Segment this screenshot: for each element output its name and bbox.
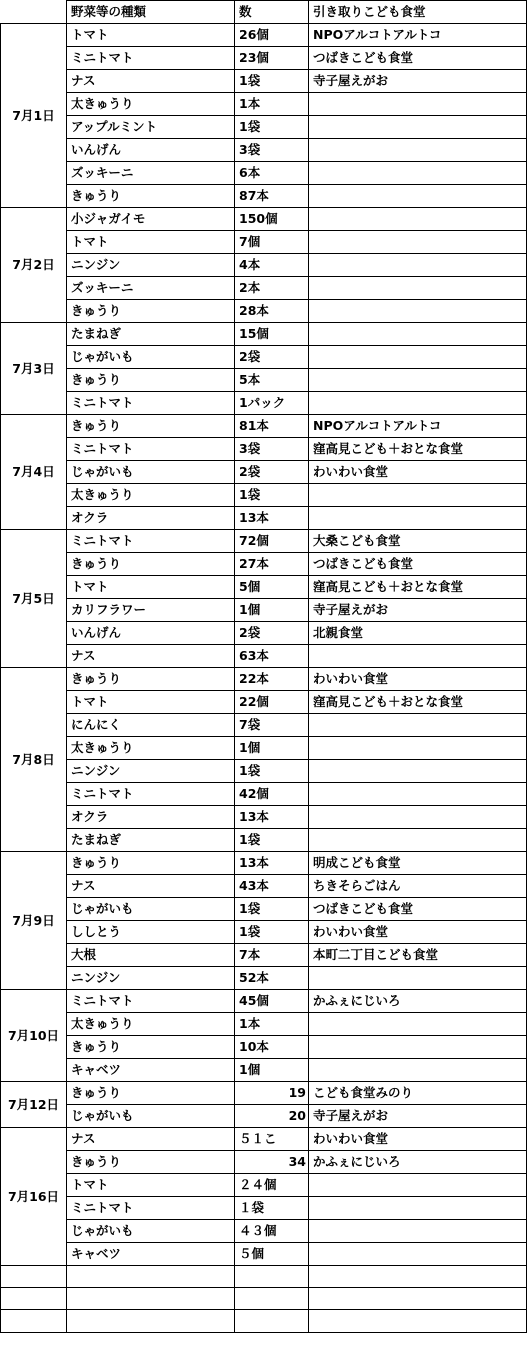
- recipient-cell[interactable]: わいわい食堂: [309, 921, 527, 944]
- table-row: [1, 47, 527, 70]
- table-row: [1, 1197, 527, 1220]
- vegetable-cell[interactable]: ミニトマト: [67, 47, 235, 70]
- vegetable-cell[interactable]: ズッキーニ: [67, 277, 235, 300]
- quantity-cell[interactable]: 34: [235, 1151, 309, 1174]
- date-cell[interactable]: 7月9日: [1, 852, 67, 990]
- table-row: [1, 1220, 527, 1243]
- vegetable-cell[interactable]: ミニトマト: [67, 438, 235, 461]
- empty-cell[interactable]: [1, 1266, 67, 1288]
- quantity-cell[interactable]: 81本: [235, 415, 309, 438]
- empty-cell[interactable]: [1, 1288, 67, 1310]
- vegetable-cell[interactable]: にんにく: [67, 714, 235, 737]
- table-row: [1, 1105, 527, 1128]
- table-row: [1, 1243, 527, 1266]
- quantity-cell[interactable]: 1個: [235, 737, 309, 760]
- quantity-cell[interactable]: 13本: [235, 806, 309, 829]
- empty-cell[interactable]: [235, 1266, 309, 1288]
- table-row: [1, 24, 527, 47]
- empty-cell[interactable]: [67, 1266, 235, 1288]
- vegetable-cell[interactable]: 小ジャガイモ: [67, 208, 235, 231]
- recipient-cell[interactable]: わいわい食堂: [309, 461, 527, 484]
- recipient-cell[interactable]: [309, 116, 527, 139]
- recipient-cell[interactable]: NPOアルコトアルトコ: [309, 24, 527, 47]
- header-vegetable-cell[interactable]: 野菜等の種類: [67, 1, 235, 24]
- table-row: [1, 898, 527, 921]
- quantity-cell[interactable]: 20: [235, 1105, 309, 1128]
- vegetable-cell[interactable]: ミニトマト: [67, 1197, 235, 1220]
- recipient-cell[interactable]: 窪高見こども＋おとな食堂: [309, 438, 527, 461]
- vegetable-cell[interactable]: ナス: [67, 645, 235, 668]
- vegetable-cell[interactable]: キャベツ: [67, 1059, 235, 1082]
- table-row: [1, 231, 527, 254]
- quantity-cell[interactable]: 26個: [235, 24, 309, 47]
- empty-cell[interactable]: [67, 1310, 235, 1332]
- empty-cell[interactable]: [309, 1288, 527, 1310]
- header-row: [1, 1, 527, 24]
- table-row: [1, 1174, 527, 1197]
- vegetable-cell[interactable]: きゅうり: [67, 852, 235, 875]
- header-date-cell[interactable]: [1, 1, 67, 24]
- quantity-cell[interactable]: 43本: [235, 875, 309, 898]
- table-row: [1, 438, 527, 461]
- recipient-cell[interactable]: [309, 737, 527, 760]
- quantity-cell[interactable]: 1本: [235, 93, 309, 116]
- quantity-cell[interactable]: 2袋: [235, 346, 309, 369]
- table-row: [1, 622, 527, 645]
- quantity-cell[interactable]: 6本: [235, 162, 309, 185]
- table-row: [1, 1059, 527, 1082]
- quantity-cell[interactable]: 2袋: [235, 622, 309, 645]
- vegetable-cell[interactable]: きゅうり: [67, 300, 235, 323]
- recipient-cell[interactable]: [309, 277, 527, 300]
- table-row: [1, 783, 527, 806]
- quantity-cell[interactable]: 3袋: [235, 139, 309, 162]
- recipient-cell[interactable]: [309, 369, 527, 392]
- table-row: [1, 967, 527, 990]
- table-row: [1, 737, 527, 760]
- quantity-cell[interactable]: 22本: [235, 668, 309, 691]
- recipient-cell[interactable]: 窪高見こども＋おとな食堂: [309, 576, 527, 599]
- recipient-cell[interactable]: [309, 185, 527, 208]
- vegetable-cell[interactable]: きゅうり: [67, 185, 235, 208]
- quantity-cell[interactable]: 2本: [235, 277, 309, 300]
- quantity-cell[interactable]: 45個: [235, 990, 309, 1013]
- vegetable-cell[interactable]: きゅうり: [67, 369, 235, 392]
- vegetable-cell[interactable]: トマト: [67, 24, 235, 47]
- quantity-cell[interactable]: 4本: [235, 254, 309, 277]
- table-row: [1, 806, 527, 829]
- table-row: [1, 829, 527, 852]
- quantity-cell[interactable]: 1個: [235, 599, 309, 622]
- quantity-cell[interactable]: 1個: [235, 1059, 309, 1082]
- date-cell[interactable]: 7月8日: [1, 668, 67, 852]
- quantity-cell[interactable]: 63本: [235, 645, 309, 668]
- table-row: [1, 530, 527, 553]
- table-row: [1, 1013, 527, 1036]
- date-cell[interactable]: 7月4日: [1, 415, 67, 530]
- date-cell[interactable]: 7月12日: [1, 1082, 67, 1128]
- vegetable-cell[interactable]: ニンジン: [67, 967, 235, 990]
- vegetable-cell[interactable]: ミニトマト: [67, 990, 235, 1013]
- quantity-cell[interactable]: 1袋: [235, 484, 309, 507]
- quantity-cell[interactable]: 1袋: [235, 921, 309, 944]
- recipient-cell[interactable]: つばきこども食堂: [309, 47, 527, 70]
- quantity-cell[interactable]: ５１こ: [235, 1128, 309, 1151]
- vegetable-cell[interactable]: きゅうり: [67, 415, 235, 438]
- vegetable-cell[interactable]: ミニトマト: [67, 783, 235, 806]
- date-cell[interactable]: 7月3日: [1, 323, 67, 415]
- table-row: [1, 507, 527, 530]
- vegetable-cell[interactable]: 大根: [67, 944, 235, 967]
- recipient-cell[interactable]: [309, 1174, 527, 1197]
- quantity-cell[interactable]: 72個: [235, 530, 309, 553]
- recipient-cell[interactable]: [309, 392, 527, 415]
- vegetable-cell[interactable]: たまねぎ: [67, 323, 235, 346]
- recipient-cell[interactable]: [309, 346, 527, 369]
- vegetable-cell[interactable]: きゅうり: [67, 1036, 235, 1059]
- recipient-cell[interactable]: [309, 208, 527, 231]
- vegetable-cell[interactable]: ニンジン: [67, 254, 235, 277]
- quantity-cell[interactable]: １袋: [235, 1197, 309, 1220]
- recipient-cell[interactable]: 窪高見こども＋おとな食堂: [309, 691, 527, 714]
- table-row: [1, 300, 527, 323]
- vegetable-cell[interactable]: ナス: [67, 70, 235, 93]
- quantity-cell[interactable]: ２４個: [235, 1174, 309, 1197]
- recipient-cell[interactable]: 寺子屋えがお: [309, 599, 527, 622]
- vegetable-cell[interactable]: トマト: [67, 231, 235, 254]
- vegetable-cell[interactable]: いんげん: [67, 622, 235, 645]
- vegetable-cell[interactable]: ズッキーニ: [67, 162, 235, 185]
- quantity-cell[interactable]: 3袋: [235, 438, 309, 461]
- quantity-cell[interactable]: 1袋: [235, 116, 309, 139]
- vegetable-cell[interactable]: きゅうり: [67, 1151, 235, 1174]
- empty-row: [1, 1288, 527, 1310]
- vegetable-cell[interactable]: 太きゅうり: [67, 1013, 235, 1036]
- quantity-cell[interactable]: 1袋: [235, 760, 309, 783]
- quantity-cell[interactable]: 13本: [235, 507, 309, 530]
- quantity-cell[interactable]: 150個: [235, 208, 309, 231]
- recipient-cell[interactable]: [309, 1013, 527, 1036]
- quantity-cell[interactable]: ４３個: [235, 1220, 309, 1243]
- vegetable-cell[interactable]: ミニトマト: [67, 530, 235, 553]
- table-row: [1, 944, 527, 967]
- vegetable-cell[interactable]: たまねぎ: [67, 829, 235, 852]
- quantity-cell[interactable]: 27本: [235, 553, 309, 576]
- table-row: [1, 392, 527, 415]
- quantity-cell[interactable]: 19: [235, 1082, 309, 1105]
- recipient-cell[interactable]: [309, 714, 527, 737]
- recipient-cell[interactable]: [309, 323, 527, 346]
- table-row: [1, 1036, 527, 1059]
- recipient-cell[interactable]: 本町二丁目こども食堂: [309, 944, 527, 967]
- table-row: [1, 645, 527, 668]
- recipient-cell[interactable]: 北親食堂: [309, 622, 527, 645]
- quantity-cell[interactable]: 22個: [235, 691, 309, 714]
- table-row: [1, 691, 527, 714]
- table-row: [1, 254, 527, 277]
- quantity-cell[interactable]: 1本: [235, 1013, 309, 1036]
- recipient-cell[interactable]: [309, 783, 527, 806]
- vegetable-cell[interactable]: トマト: [67, 1174, 235, 1197]
- table-row: [1, 1151, 527, 1174]
- recipient-cell[interactable]: [309, 1036, 527, 1059]
- recipient-cell[interactable]: [309, 231, 527, 254]
- table-row: [1, 323, 527, 346]
- recipient-cell[interactable]: [309, 1243, 527, 1266]
- vegetable-cell[interactable]: じゃがいも: [67, 1220, 235, 1243]
- recipient-cell[interactable]: つばきこども食堂: [309, 898, 527, 921]
- recipient-cell[interactable]: [309, 507, 527, 530]
- vegetable-cell[interactable]: オクラ: [67, 507, 235, 530]
- recipient-cell[interactable]: 寺子屋えがお: [309, 1105, 527, 1128]
- vegetable-cell[interactable]: じゃがいも: [67, 898, 235, 921]
- vegetable-cell[interactable]: トマト: [67, 691, 235, 714]
- table-row: [1, 369, 527, 392]
- vegetable-cell[interactable]: ニンジン: [67, 760, 235, 783]
- recipient-cell[interactable]: ちきそらごはん: [309, 875, 527, 898]
- quantity-cell[interactable]: 7袋: [235, 714, 309, 737]
- vegetable-cell[interactable]: じゃがいも: [67, 1105, 235, 1128]
- date-cell[interactable]: 7月5日: [1, 530, 67, 668]
- quantity-cell[interactable]: 1袋: [235, 829, 309, 852]
- date-cell[interactable]: 7月10日: [1, 990, 67, 1082]
- table-row: [1, 484, 527, 507]
- recipient-cell[interactable]: [309, 1059, 527, 1082]
- recipient-cell[interactable]: [309, 139, 527, 162]
- recipient-cell[interactable]: つばきこども食堂: [309, 553, 527, 576]
- recipient-cell[interactable]: NPOアルコトアルトコ: [309, 415, 527, 438]
- recipient-cell[interactable]: [309, 162, 527, 185]
- empty-cell[interactable]: [1, 1310, 67, 1332]
- quantity-cell[interactable]: 10本: [235, 1036, 309, 1059]
- table-row: [1, 852, 527, 875]
- quantity-cell[interactable]: 1袋: [235, 898, 309, 921]
- table-row: [1, 576, 527, 599]
- vegetable-cell[interactable]: オクラ: [67, 806, 235, 829]
- recipient-cell[interactable]: [309, 254, 527, 277]
- header-recipient-cell[interactable]: 引き取りこども食堂: [309, 1, 527, 24]
- table-row: [1, 162, 527, 185]
- quantity-cell[interactable]: 1パック: [235, 392, 309, 415]
- table-row: [1, 70, 527, 93]
- table-row: [1, 185, 527, 208]
- vegetable-cell[interactable]: アップルミント: [67, 116, 235, 139]
- quantity-cell[interactable]: 87本: [235, 185, 309, 208]
- quantity-cell[interactable]: 5本: [235, 369, 309, 392]
- recipient-cell[interactable]: [309, 829, 527, 852]
- empty-cell[interactable]: [67, 1288, 235, 1310]
- table-row: [1, 415, 527, 438]
- recipient-cell[interactable]: [309, 300, 527, 323]
- empty-cell[interactable]: [309, 1266, 527, 1288]
- table-row: [1, 599, 527, 622]
- table-row: [1, 921, 527, 944]
- vegetable-cell[interactable]: キャベツ: [67, 1243, 235, 1266]
- vegetable-cell[interactable]: 太きゅうり: [67, 737, 235, 760]
- table-body: [1, 24, 527, 1333]
- vegetable-cell[interactable]: ししとう: [67, 921, 235, 944]
- table-row: [1, 875, 527, 898]
- recipient-cell[interactable]: [309, 806, 527, 829]
- table-row: [1, 714, 527, 737]
- table-row: [1, 461, 527, 484]
- date-cell[interactable]: 7月1日: [1, 24, 67, 208]
- table-row: [1, 1082, 527, 1105]
- table-row: [1, 990, 527, 1013]
- vegetable-cell[interactable]: 太きゅうり: [67, 484, 235, 507]
- quantity-cell[interactable]: 1袋: [235, 70, 309, 93]
- recipient-cell[interactable]: かふぇにじいろ: [309, 1151, 527, 1174]
- vegetable-cell[interactable]: じゃがいも: [67, 346, 235, 369]
- empty-cell[interactable]: [235, 1310, 309, 1332]
- recipient-cell[interactable]: [309, 760, 527, 783]
- table-row: [1, 553, 527, 576]
- recipient-cell[interactable]: 寺子屋えがお: [309, 70, 527, 93]
- date-cell[interactable]: 7月2日: [1, 208, 67, 323]
- quantity-cell[interactable]: 13本: [235, 852, 309, 875]
- table-row: [1, 668, 527, 691]
- recipient-cell[interactable]: こども食堂みのり: [309, 1082, 527, 1105]
- vegetable-cell[interactable]: ナス: [67, 875, 235, 898]
- table-row: [1, 208, 527, 231]
- empty-cell[interactable]: [235, 1288, 309, 1310]
- table-row: [1, 346, 527, 369]
- vegetable-cell[interactable]: きゅうり: [67, 553, 235, 576]
- vegetable-cell[interactable]: 太きゅうり: [67, 93, 235, 116]
- empty-row: [1, 1266, 527, 1288]
- recipient-cell[interactable]: わいわい食堂: [309, 1128, 527, 1151]
- table-row: [1, 93, 527, 116]
- table-row: [1, 760, 527, 783]
- recipient-cell[interactable]: [309, 484, 527, 507]
- recipient-cell[interactable]: 大桑こども食堂: [309, 530, 527, 553]
- empty-row: [1, 1310, 527, 1332]
- recipient-cell[interactable]: かふぇにじいろ: [309, 990, 527, 1013]
- table-row: [1, 277, 527, 300]
- vegetable-cell[interactable]: じゃがいも: [67, 461, 235, 484]
- vegetable-cell[interactable]: いんげん: [67, 139, 235, 162]
- quantity-cell[interactable]: 2袋: [235, 461, 309, 484]
- recipient-cell[interactable]: [309, 645, 527, 668]
- quantity-cell[interactable]: 7個: [235, 231, 309, 254]
- vegetable-cell[interactable]: きゅうり: [67, 668, 235, 691]
- quantity-cell[interactable]: 7本: [235, 944, 309, 967]
- quantity-cell[interactable]: 23個: [235, 47, 309, 70]
- vegetable-cell[interactable]: ミニトマト: [67, 392, 235, 415]
- table-row: [1, 116, 527, 139]
- date-cell[interactable]: 7月16日: [1, 1128, 67, 1266]
- recipient-cell[interactable]: [309, 1220, 527, 1243]
- table-row: [1, 1128, 527, 1151]
- vegetable-cell[interactable]: きゅうり: [67, 1082, 235, 1105]
- quantity-cell[interactable]: 15個: [235, 323, 309, 346]
- recipient-cell[interactable]: 明成こども食堂: [309, 852, 527, 875]
- quantity-cell[interactable]: 5個: [235, 576, 309, 599]
- vegetable-cell[interactable]: トマト: [67, 576, 235, 599]
- vegetable-cell[interactable]: カリフラワー: [67, 599, 235, 622]
- recipient-cell[interactable]: [309, 1197, 527, 1220]
- quantity-cell[interactable]: 52本: [235, 967, 309, 990]
- vegetable-cell[interactable]: ナス: [67, 1128, 235, 1151]
- quantity-cell[interactable]: 28本: [235, 300, 309, 323]
- quantity-cell[interactable]: 42個: [235, 783, 309, 806]
- header-quantity-cell[interactable]: 数: [235, 1, 309, 24]
- empty-cell[interactable]: [309, 1310, 527, 1332]
- recipient-cell[interactable]: わいわい食堂: [309, 668, 527, 691]
- recipient-cell[interactable]: [309, 967, 527, 990]
- table-row: [1, 139, 527, 162]
- recipient-cell[interactable]: [309, 93, 527, 116]
- quantity-cell[interactable]: ５個: [235, 1243, 309, 1266]
